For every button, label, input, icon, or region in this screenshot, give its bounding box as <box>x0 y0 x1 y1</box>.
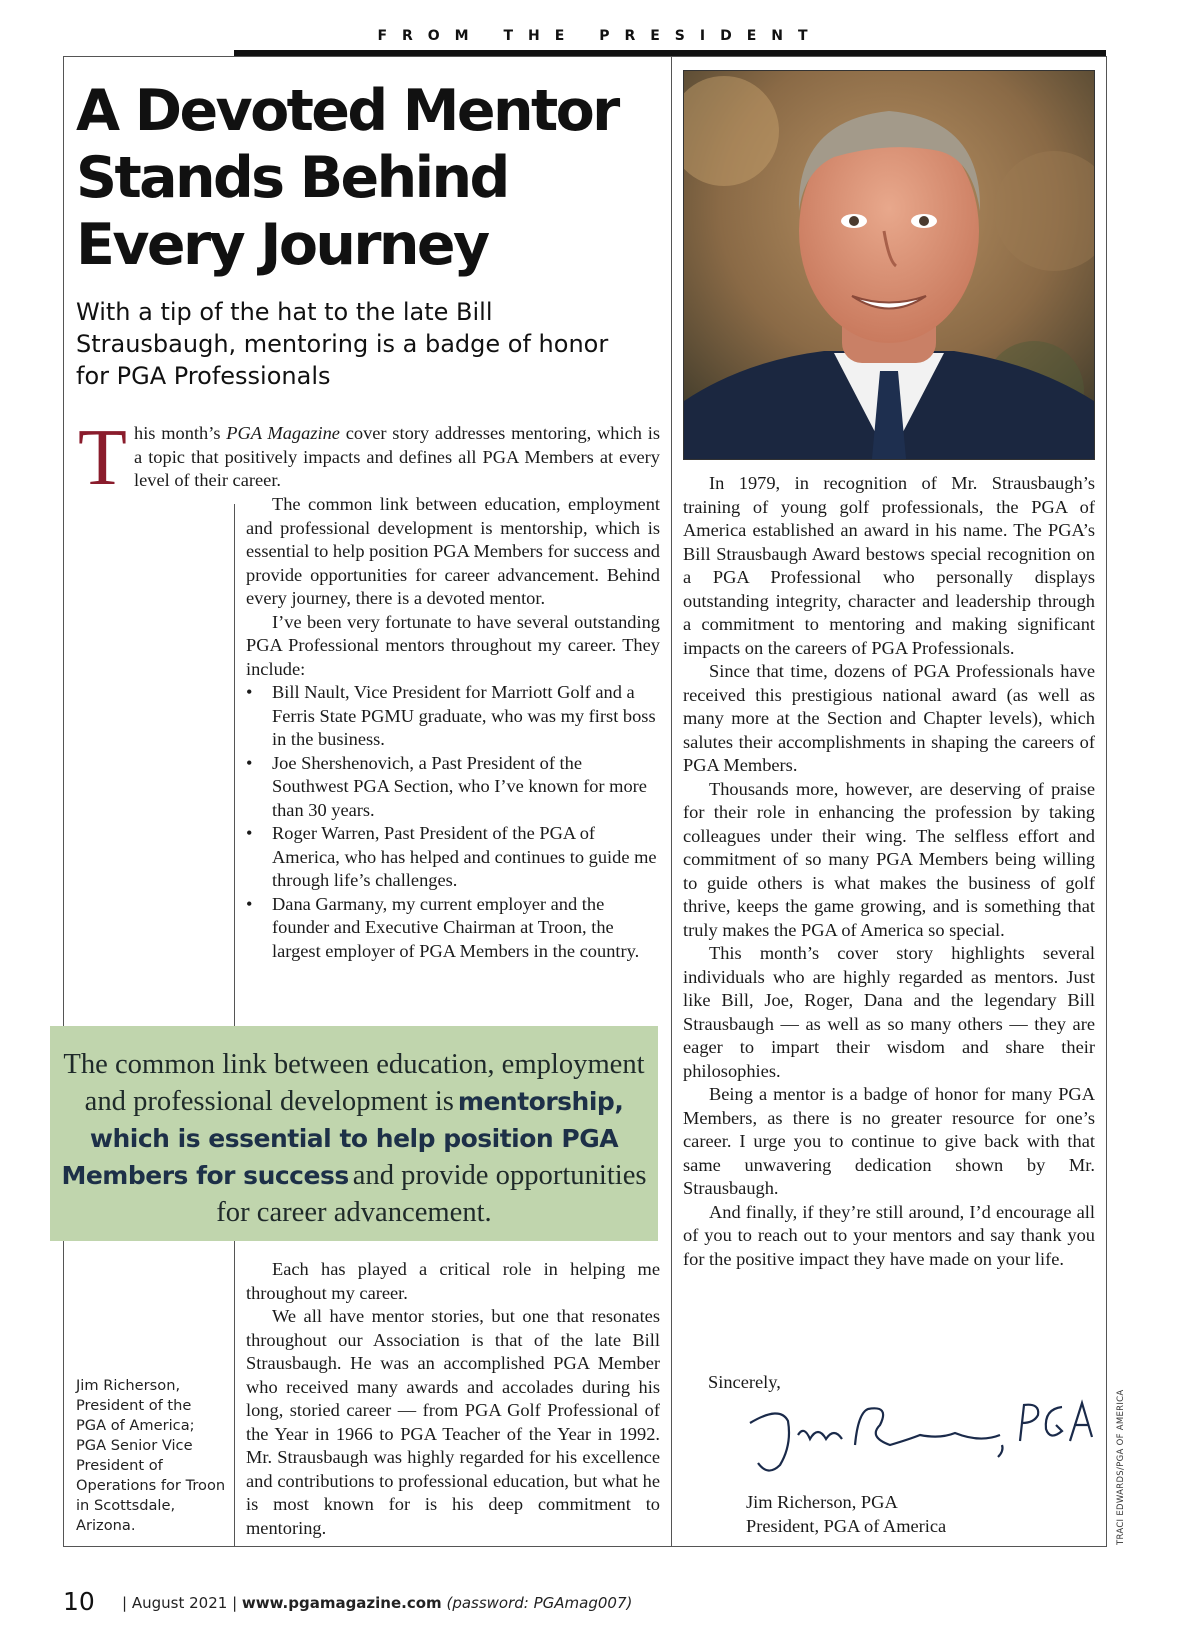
intro-text-before: his month’s <box>134 423 227 443</box>
list-item <box>246 822 660 893</box>
left-column-bottom <box>246 1258 660 1540</box>
deck: With a tip of the hat to the late Bill Strausbaugh, mentoring is a badge of honor for PGA Professionals <box>76 298 609 390</box>
column-divider <box>671 56 672 1547</box>
bullet-icon: • <box>246 823 253 843</box>
list-item <box>246 681 660 752</box>
footer-line <box>122 1594 632 1612</box>
bullet-icon: • <box>246 682 253 702</box>
signature-image <box>740 1395 1100 1477</box>
body-paragraph: Since that time, dozens of PGA Professionals have received this prestigious national award (as well as many more at the Section and Chapter levels), which salutes their accomplishments in shaping the careers of PGA Members. <box>683 661 1095 775</box>
body-paragraph: Being a mentor is a badge of honor for many PGA Members, as there is no greater resource for one’s career. I urge you to continue to give back with that same unwavering dedication shown by Mr. Strausbaugh. <box>683 1084 1095 1198</box>
mentor-text: Roger Warren, Past President of the PGA of America, who has helped and continues to guide me through life’s challenges. <box>272 823 657 890</box>
body-paragraph: And finally, if they’re still around, I’d encourage all of you to reach out to your mentors and say thank you for the positive impact they have made on your life. <box>683 1201 1095 1269</box>
signoff: Sincerely, <box>708 1372 781 1392</box>
list-item <box>246 893 660 964</box>
signer-block <box>746 1490 946 1538</box>
section-kicker: FROM THE PRESIDENT <box>377 28 823 44</box>
pull-quote-part1: The common link between education, employment and professional development is <box>63 1049 645 1117</box>
magazine-name: PGA Magazine <box>226 423 340 443</box>
headline: A Devoted Mentor Stands Behind Every Journey <box>76 78 618 278</box>
body-paragraph: We all have mentor stories, but one that resonates throughout our Association is that of the late Bill Strausbaugh. He was an accomplished PGA Member who received many awards and accolades during his long, storied career — from PGA Golf Professional of the Year in 1966 to PGA Teacher of the Year in 1992. Mr. Strausbaugh was highly regarded for his excellence and contributions to professional education, but what he is most known for is his deep commitment to mentoring. <box>246 1306 660 1538</box>
body-paragraph: The common link between education, employment and professional development is mentorship, which is essential to help position PGA Members for success and provide opportunities for career advancement. Behind every journey, there is a devoted mentor. <box>246 494 660 608</box>
bullet-icon: • <box>246 893 253 914</box>
body-paragraph: In 1979, in recognition of Mr. Strausbaugh’s training of young golf professionals, the PGA of America established an award in his name. The PGA’s Bill Strausbaugh Award bestows special recognition on a PGA Professional who personally displays outstanding integrity, character and leadership through a commitment to mentoring and making significant impacts on the careers of PGA Professionals. <box>683 473 1095 658</box>
list-item <box>246 752 660 823</box>
author-photo <box>683 70 1095 460</box>
body-paragraph: Thousands more, however, are deserving of praise for their role in enhancing the profession by taking colleagues under their wing. The selfless effort and commitment of so many PGA Members being willing to guide others is what makes the business of golf thrive, keeps the game growing, and is something that truly makes the PGA of America so special. <box>683 778 1095 940</box>
pull-quote-part3: and provide opportunities for career advancement. <box>216 1160 647 1228</box>
drop-cap: T <box>78 414 127 502</box>
signer-name: Jim Richerson, PGA <box>746 1492 898 1512</box>
page-number: 10 <box>63 1587 95 1616</box>
photo-credit: TRACI EDWARDS/PGA OF AMERICA <box>1116 1389 1126 1545</box>
website-link[interactable]: www.pgamagazine.com <box>241 1594 442 1612</box>
photo-caption: Jim Richerson, President of the PGA of America; PGA Senior Vice President of Operations for Troon in Scottsdale, Arizona. <box>76 1377 226 1534</box>
footer-separator: | <box>232 1594 238 1612</box>
bullet-icon: • <box>246 752 253 773</box>
password-note: (password: PGAmag007) <box>446 1594 633 1612</box>
signer-title: President, PGA of America <box>746 1516 947 1536</box>
issue-date: August 2021 <box>131 1594 228 1612</box>
footer-separator: | <box>122 1594 128 1612</box>
portrait-image <box>684 71 1094 459</box>
mentor-text: Bill Nault, Vice President for Marriott Golf and a Ferris State PGMU graduate, who was my first boss in the business. <box>272 682 656 749</box>
pull-quote <box>50 1026 658 1241</box>
mentor-text: Joe Shershenovich, a Past President of the Southwest PGA Section, who I’ve known for more than 30 years. <box>272 752 647 820</box>
body-paragraph: This month’s cover story highlights several individuals who are highly regarded as mentors. Just like Bill, Joe, Roger, Dana and the legendary Bill Strausbaugh — as well as so many others — they are eager to impart their wisdom and share their philosophies. <box>683 943 1095 1081</box>
mentor-list <box>246 681 660 963</box>
intro-paragraph <box>78 414 660 502</box>
pull-quote-emphasis: mentorship, which is essential to help position PGA Members for success <box>61 1087 624 1190</box>
body-paragraph: Each has played a critical role in helping me throughout my career. <box>246 1259 660 1303</box>
body-paragraph: I’ve been very fortunate to have several outstanding PGA Professional mentors throughout my career. They include: <box>246 611 660 679</box>
right-column <box>683 472 1095 1271</box>
intro-text-after: cover story addresses mentoring, which is a topic that positively impacts and defines all PGA Members at every level of their career. <box>134 423 660 490</box>
mentor-text: Dana Garmany, my current employer and the founder and Executive Chairman at Troon, the largest employer of PGA Members in the country. <box>272 893 640 961</box>
left-column-top <box>246 493 660 963</box>
